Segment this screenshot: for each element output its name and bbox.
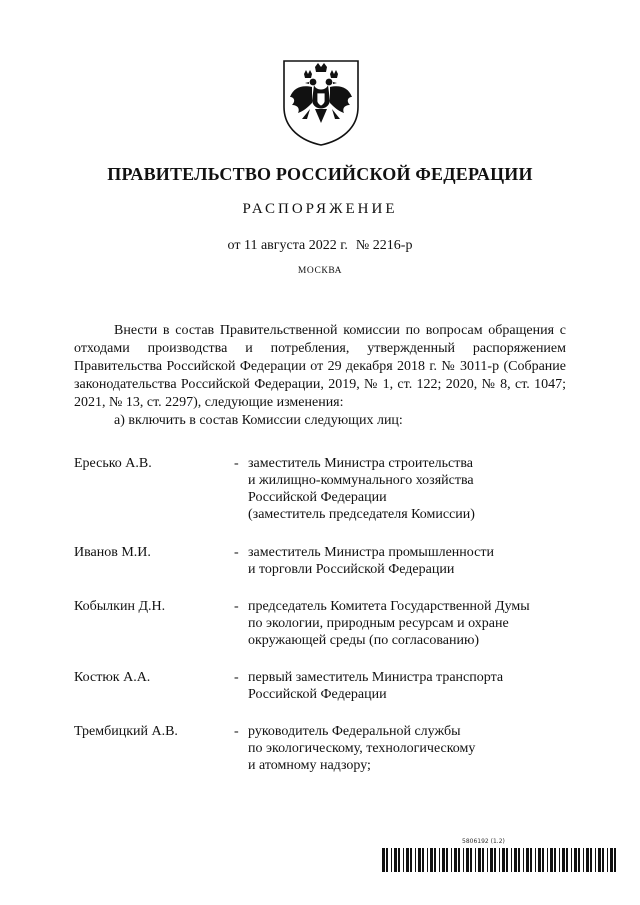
document-body xyxy=(74,322,566,430)
member-name: Трембицкий А.В. xyxy=(74,724,178,739)
item-a: а) включить в состав Комиссии следующих лиц: xyxy=(114,413,403,428)
member-row xyxy=(74,598,574,669)
member-dash: - xyxy=(234,724,239,739)
member-role xyxy=(248,669,574,703)
member-row xyxy=(74,544,574,598)
role-line: (заместитель председателя Комиссии) xyxy=(248,507,475,522)
member-dash: - xyxy=(234,599,239,614)
member-row xyxy=(74,669,574,723)
member-row xyxy=(74,723,574,777)
barcode-icon xyxy=(382,848,618,872)
role-line: и жилищно-коммунального хозяйства xyxy=(248,473,474,488)
role-line: первый заместитель Министра транспорта xyxy=(248,670,504,685)
city: МОСКВА xyxy=(297,266,343,276)
role-line: заместитель Министра строительства xyxy=(248,456,474,471)
role-line: Российской Федерации xyxy=(248,687,387,702)
member-role xyxy=(248,455,574,523)
role-line: и торговли Российской Федерации xyxy=(248,562,455,577)
member-row xyxy=(74,455,574,544)
member-dash: - xyxy=(234,545,239,560)
member-role xyxy=(248,723,574,774)
role-line: по экологическому, технологическому xyxy=(248,741,476,756)
date-line xyxy=(0,238,640,254)
barcode-number: 5806192 (1.2) xyxy=(462,838,505,845)
document-type: РАСПОРЯЖЕНИЕ xyxy=(242,201,398,217)
role-line: председатель Комитета Государственной Думы xyxy=(248,599,530,614)
role-line: руководитель Федеральной службы xyxy=(248,724,461,739)
document-number: № 2216-р xyxy=(355,238,413,253)
role-line: по экологии, природным ресурсам и охране xyxy=(248,616,509,631)
role-line: окружающей среды (по согласованию) xyxy=(248,633,480,648)
role-line: заместитель Министра промышленности xyxy=(248,545,494,560)
members-list xyxy=(74,455,574,777)
member-dash: - xyxy=(234,670,239,685)
document-date: от 11 августа 2022 г. xyxy=(227,238,348,253)
intro-paragraph: Внести в состав Правительственной комиссии по вопросам обращения с отходами производства и потребления, утвержденный распоряжением Правительства Российской Федерации от 29 декабря 2018 г. № 3011-р (Собрание законодательства Российской Федерации, 2019, № 1, ст. 122; 2020, № 8, ст. 1047; 2021, № 13, ст. 2297), следующие изменения: xyxy=(74,323,566,410)
coat-of-arms-icon xyxy=(280,57,362,147)
role-line: и атомному надзору; xyxy=(248,758,371,773)
role-line: Российской Федерации xyxy=(248,490,387,505)
member-name: Ересько А.В. xyxy=(74,456,152,471)
member-role xyxy=(248,544,574,578)
organization-title: ПРАВИТЕЛЬСТВО РОССИЙСКОЙ ФЕДЕРАЦИИ xyxy=(107,164,533,184)
member-name: Иванов М.И. xyxy=(74,545,151,560)
member-dash: - xyxy=(234,456,239,471)
member-name: Кобылкин Д.Н. xyxy=(74,599,166,614)
member-name: Костюк А.А. xyxy=(74,670,151,685)
member-role xyxy=(248,598,574,649)
